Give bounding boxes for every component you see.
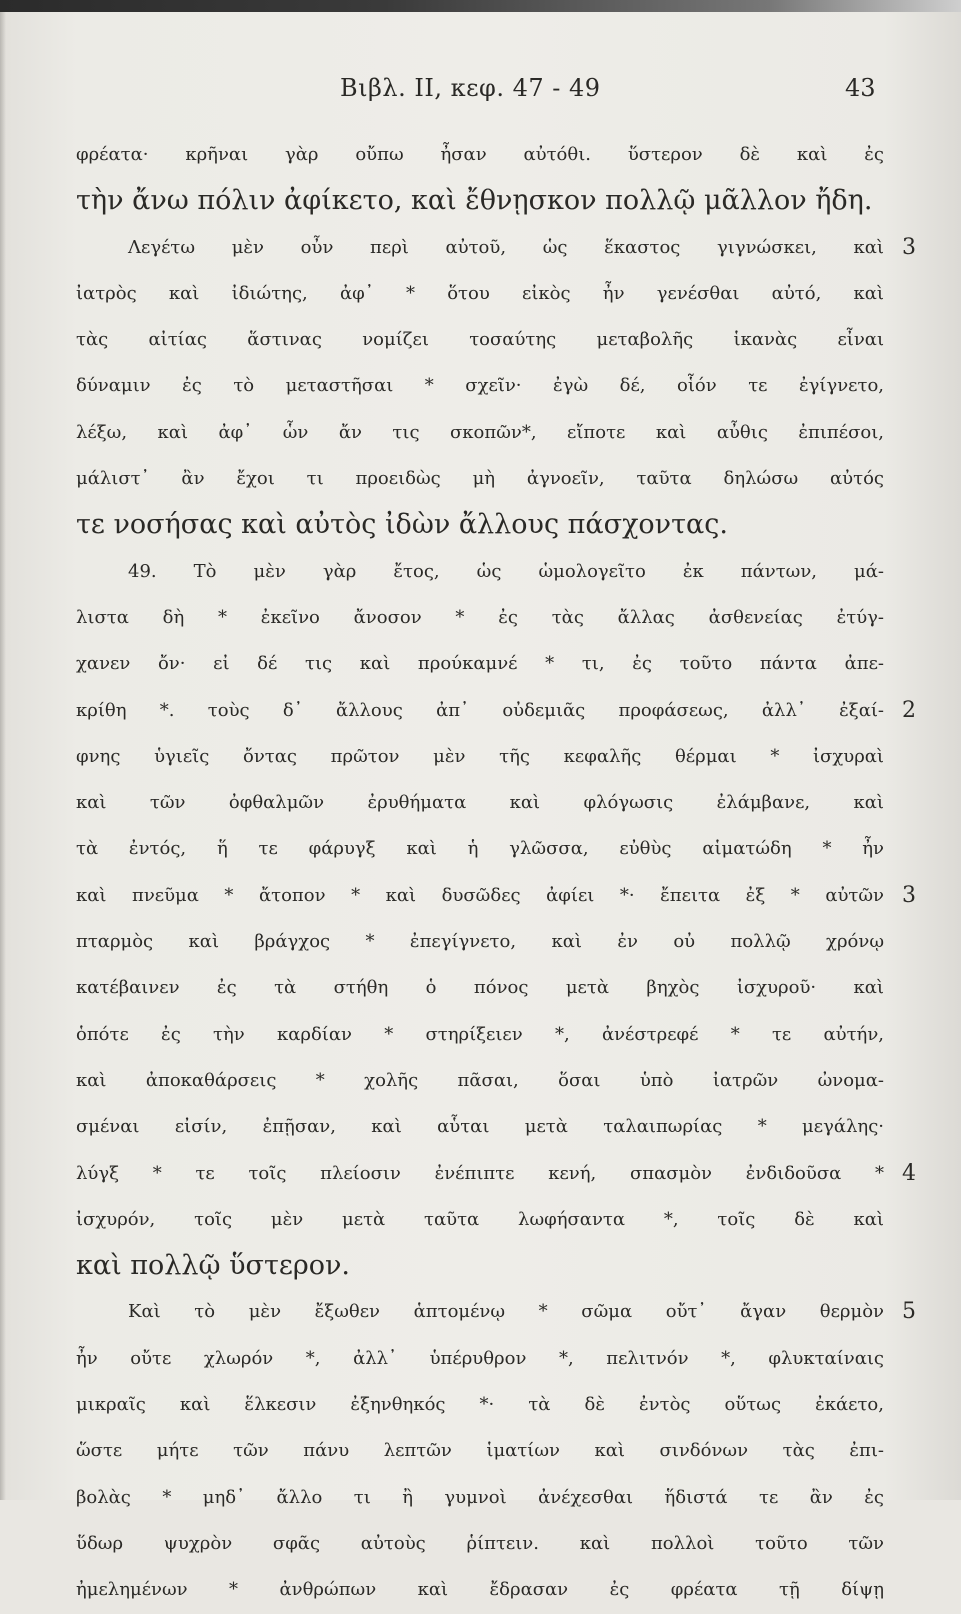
text-line (76, 1151, 916, 1197)
text-line-content: καὶ ἀποκαθάρσεις * χολῆς πᾶσαι, ὅσαι ὑπὸ ἰατρῶν ὠνομα- (76, 1069, 884, 1091)
text-line (76, 1567, 884, 1613)
text-line-content: βολὰς * μηδ᾿ ἄλλο τι ἢ γυμνοὶ ἀνέχεσθαι ἥδιστά τε ἂν ἐς (76, 1486, 884, 1508)
text-line (76, 780, 884, 826)
text-line-content: ἰσχυρόν, τοῖς μὲν μετὰ ταῦτα λωφήσαντα *, τοῖς δὲ καὶ (76, 1208, 884, 1230)
text-line (76, 1104, 884, 1150)
text-line (76, 549, 884, 595)
text-line (76, 1197, 884, 1243)
text-line-content: λιστα δὴ * ἐκεῖνο ἄνοσον * ἐς τὰς ἄλλας ἀσθενείας ἐτύγ- (76, 606, 884, 628)
text-line-content: πταρμὸς καὶ βράγχος * ἐπεγίγνετο, καὶ ἐν οὐ πολλῷ χρόνῳ (76, 931, 884, 953)
text-line (76, 1058, 884, 1104)
text-line-content: 49. Τὸ μὲν γὰρ ἔτος, ὡς ὡμολογεῖτο ἐκ πάντων, μά- (128, 560, 884, 582)
text-line-content: φνης ὑγιεῖς ὄντας πρῶτον μὲν τῆς κεφαλῆς θέρμαι * ἰσχυραὶ (76, 745, 884, 767)
page-header (0, 74, 961, 114)
text-line (76, 225, 916, 271)
text-line-content: τε νοσήσας καὶ αὐτὸς ἰδὼν ἄλλους πάσχοντας. (76, 509, 728, 541)
margin-section-number: 3 (902, 882, 916, 908)
text-line (76, 363, 884, 409)
text-line (76, 456, 884, 502)
text-line (76, 1382, 884, 1428)
text-line-content: καὶ τῶν ὀφθαλμῶν ἐρυθήματα καὶ φλόγωσις ἐλάμβανε, καὶ (76, 792, 884, 814)
text-line-content: μάλιστ᾿ ἂν ἔχοι τι προειδὼς μὴ ἀγνοεῖν, ταῦτα δηλώσω αὐτός (76, 468, 884, 490)
text-line-content: κατέβαινεν ἐς τὰ στήθη ὁ πόνος μετὰ βηχὸς ἰσχυροῦ· καὶ (76, 977, 884, 999)
text-line-content: χανεν ὄν· εἰ δέ τις καὶ προύκαμνέ * τι, ἐς τοῦτο πάντα ἀπε- (76, 653, 884, 675)
text-line (76, 502, 884, 548)
text-line-content: ὁπότε ἐς τὴν καρδίαν * στηρίξειεν *, ἀνέστρεφέ * τε αὐτήν, (76, 1023, 884, 1045)
text-line-content: ἦν οὔτε χλωρόν *, ἀλλ᾿ ὑπέρυθρον *, πελιτνόν *, φλυκταίναις (76, 1347, 884, 1369)
text-line-content: δύναμιν ἐς τὸ μεταστῆσαι * σχεῖν· ἐγὼ δέ, οἷόν τε ἐγίγνετο, (76, 375, 884, 397)
text-line (76, 1475, 884, 1521)
main-text (76, 132, 916, 1614)
text-line-content: λέξω, καὶ ἀφ᾿ ὧν ἄν τις σκοπῶν*, εἴποτε καὶ αὖθις ἐπιπέσοι, (76, 421, 884, 443)
text-line (76, 641, 884, 687)
text-line (76, 1243, 884, 1289)
text-line-content: Καὶ τὸ μὲν ἔξωθεν ἁπτομένῳ * σῶμα οὔτ᾿ ἄγαν θερμὸν (128, 1301, 884, 1323)
text-line (76, 826, 884, 872)
text-line-content: κρίθη *. τοὺς δ᾿ ἄλλους ἀπ᾿ οὐδεμιᾶς προφάσεως, ἀλλ᾿ ἐξαί- (76, 699, 884, 721)
text-line (76, 1521, 884, 1567)
text-line-content: ὥστε μήτε τῶν πάνυ λεπτῶν ἱματίων καὶ σινδόνων τὰς ἐπι- (76, 1440, 884, 1462)
text-line (76, 132, 884, 178)
text-line-content: Λεγέτω μὲν οὖν περὶ αὐτοῦ, ὡς ἕκαστος γιγνώσκει, καὶ (128, 236, 884, 258)
text-line-content: τὰ ἐντός, ἥ τε φάρυγξ καὶ ἡ γλῶσσα, εὐθὺς αἱματώδη * ἦν (76, 838, 884, 860)
page-gutter-shadow (0, 12, 6, 1500)
text-line (76, 1428, 884, 1474)
text-line (76, 1012, 884, 1058)
text-line (76, 873, 916, 919)
text-line (76, 919, 884, 965)
text-line-content: ὕδωρ ψυχρὸν σφᾶς αὐτοὺς ῥίπτειν. καὶ πολλοὶ τοῦτο τῶν (76, 1532, 884, 1554)
margin-section-number: 2 (902, 697, 916, 723)
text-line (76, 317, 884, 363)
text-line (76, 688, 916, 734)
page-number: 43 (845, 74, 876, 102)
scan-edge (0, 0, 961, 12)
text-line-content: τὴν ἄνω πόλιν ἀφίκετο, καὶ ἔθνῃσκον πολλῷ μᾶλλον ἤδη. (76, 185, 873, 217)
text-line-content: καὶ πνεῦμα * ἄτοπον * καὶ δυσῶδες ἀφίει *· ἔπειτα ἐξ * αὐτῶν (76, 884, 884, 906)
margin-section-number: 4 (902, 1160, 916, 1186)
text-line (76, 1336, 884, 1382)
text-line-content: φρέατα· κρῆναι γὰρ οὔπω ἦσαν αὐτόθι. ὕστερον δὲ καὶ ἐς (76, 144, 884, 165)
text-line-content: ἰατρὸς καὶ ἰδιώτης, ἀφ᾿ * ὅτου εἰκὸς ἦν γενέσθαι αὐτό, καὶ (76, 282, 884, 304)
text-line-content: σμέναι εἰσίν, ἐπῇσαν, καὶ αὗται μετὰ ταλαιπωρίας * μεγάλης· (76, 1116, 884, 1138)
text-line (76, 410, 884, 456)
text-line (76, 734, 884, 780)
running-head: Βιβλ. ΙΙ, κεφ. 47 - 49 (340, 74, 601, 102)
text-line-content: ἠμελημένων * ἀνθρώπων καὶ ἔδρασαν ἐς φρέατα τῇ δίψῃ (76, 1579, 884, 1601)
text-line-content: καὶ πολλῷ ὕστερον. (76, 1250, 350, 1282)
margin-section-number: 5 (902, 1299, 916, 1325)
text-line-content: λύγξ * τε τοῖς πλείοσιν ἐνέπιπτε κενή, σπασμὸν ἐνδιδοῦσα * (76, 1162, 884, 1184)
text-line-content: μικραῖς καὶ ἕλκεσιν ἐξηνθηκός *· τὰ δὲ ἐντὸς οὕτως ἐκάετο, (76, 1394, 884, 1416)
text-line (76, 965, 884, 1011)
text-line (76, 178, 884, 224)
text-line-content: τὰς αἰτίας ἅστινας νομίζει τοσαύτης μεταβολῆς ἱκανὰς εἶναι (76, 329, 884, 351)
margin-section-number: 3 (902, 234, 916, 260)
text-line (76, 595, 884, 641)
text-line (76, 271, 884, 317)
text-line (76, 1289, 916, 1335)
